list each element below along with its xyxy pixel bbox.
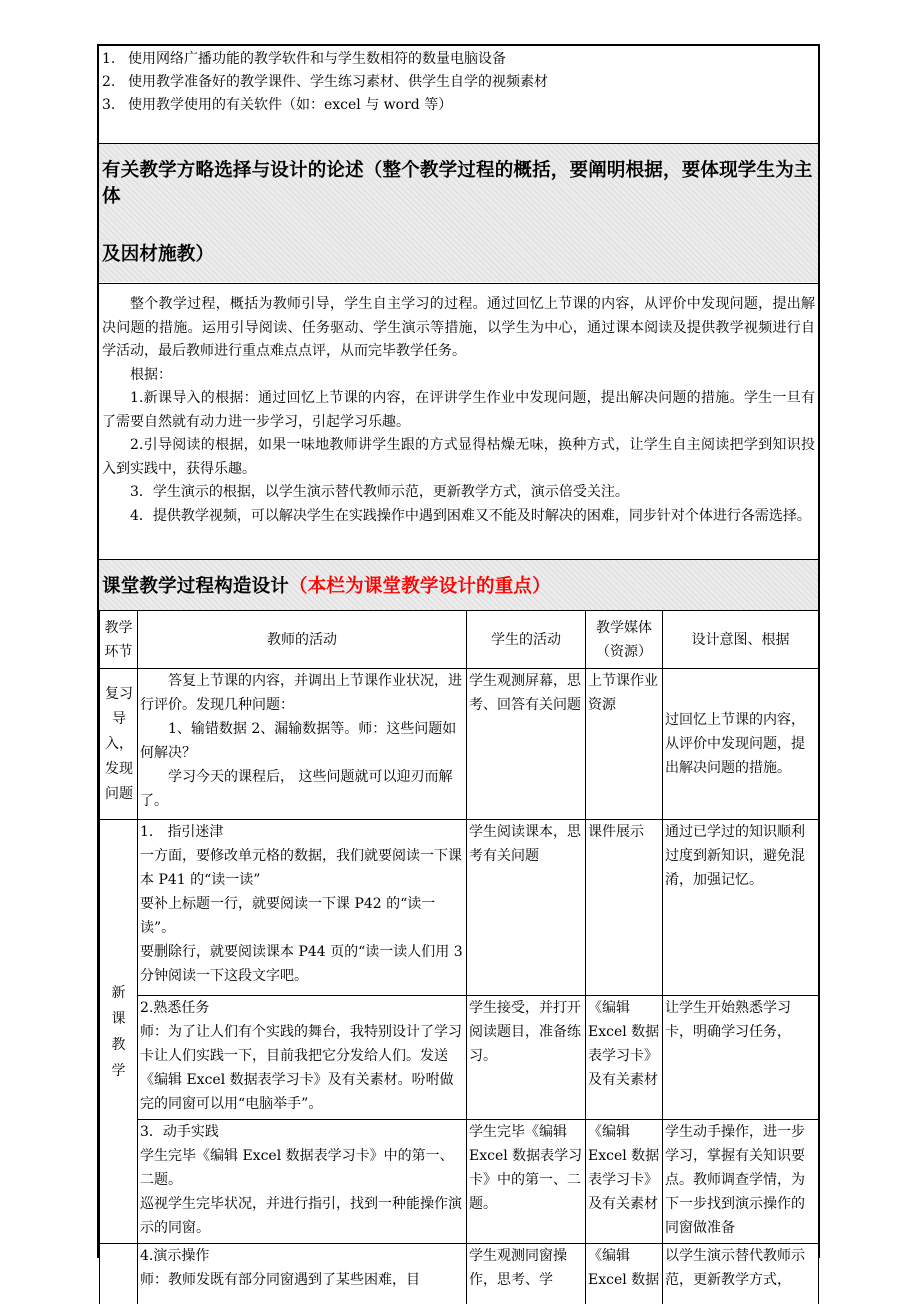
table-row	[100, 1244, 819, 1304]
intent-cell: 让学生开始熟悉学习卡，明确学习任务，	[663, 996, 819, 1120]
teacher-cell: 答复上节课的内容，并调出上节课作业状况，进行评价。发现几种问题： 1、输错数据 2、漏输数据等。师：这些问题如何解决？ 学习今天的课程后， 这些问题就可以迎刃而解了。	[138, 669, 467, 820]
strategy-heading-line2: 及因材施教）	[102, 244, 215, 265]
equipment-section	[99, 48, 818, 134]
intent-cell: 通过已学过的知识顺利过度到新知识，避免混淆，加强记忆。	[663, 820, 819, 996]
process-heading	[99, 560, 818, 610]
process-table	[99, 610, 819, 1304]
strategy-intro: 整个教学过程，概括为教师引导，学生自主学习的过程。通过回忆上节课的内容，从评价中发现问题，提出解决问题的措施。运用引导阅读、任务驱动、学生演示等措施，以学生为中心，通过课本阅读及提供教学视频进行自学活动，最后教师进行重点难点点评，从而完毕教学任务。	[102, 296, 815, 359]
list-item: 3. 使用教学使用的有关软件（如：excel 与 word 等）	[102, 97, 453, 113]
basis-item: 2.引导阅读的根据，如果一味地教师讲学生跟的方式显得枯燥无味，换种方式，让学生自主阅读把学到知识投入到实践中，获得乐趣。	[102, 437, 815, 477]
col-header-stage: 教学环节	[100, 611, 138, 669]
media-cell: 《编辑Excel 数据	[586, 1244, 663, 1304]
col-header-teacher: 教师的活动	[138, 611, 467, 669]
table-header-row	[100, 611, 819, 669]
process-table-wrap	[99, 610, 818, 1288]
col-header-student: 学生的活动	[467, 611, 586, 669]
stage-cell: 新课教学	[100, 820, 138, 1244]
intent-cell: 学生动手操作，进一步学习，掌握有关知识要点。教师调查学情，为下一步找到演示操作的同窗做准备	[663, 1120, 819, 1244]
student-cell: 学生接受，并打开阅读题目，准备练习。	[467, 996, 586, 1120]
teacher-cell: 4.演示操作 师：教师发既有部分同窗遇到了某些困难，目	[138, 1244, 467, 1304]
teacher-cell: 2.熟悉任务 师：为了让人们有个实践的舞台，我特别设计了学习卡让人们实践一下，目前我把它分发给人们。发送《编辑 Excel 数据表学习卡》及有关素材。吩咐做完的同窗可以用“电脑举手”。	[138, 996, 467, 1120]
process-heading-title: 课堂教学过程构造设计	[102, 576, 290, 597]
stage-cell	[100, 1244, 138, 1304]
student-cell: 学生观测同窗操作，思考、学	[467, 1244, 586, 1304]
media-cell: 《编辑Excel 数据表学习卡》及有关素材	[586, 996, 663, 1120]
basis-item: 1.新课导入的根据：通过回忆上节课的内容，在评讲学生作业中发现问题，提出解决问题的措施。学生一旦有了需要自然就有动力进一步学习，引起学习乐趣。	[102, 390, 815, 430]
strategy-heading-line1: 有关教学方略选择与设计的论述（整个教学过程的概括，要阐明根据，要体现学生为主体	[102, 160, 813, 207]
table-row	[100, 820, 819, 996]
media-cell: 课件展示	[586, 820, 663, 996]
list-item: 2. 使用教学准备好的教学课件、学生练习素材、供学生自学的视频素材	[102, 74, 548, 90]
basis-label: 根据：	[130, 366, 172, 383]
col-header-intent: 设计意图、根据	[663, 611, 819, 669]
intent-cell: 过回忆上节课的内容，从评价中发现问题，提出解决问题的措施。	[663, 669, 819, 820]
table-row	[100, 1120, 819, 1244]
strategy-heading	[99, 144, 818, 282]
process-heading-note: （本栏为课堂教学设计的重点）	[289, 576, 551, 597]
teacher-cell: 3．动手实践 学生完毕《编辑 Excel 数据表学习卡》中的第一、二题。 巡视学生完毕状况，并进行指引，找到一种能操作演示的同窗。	[138, 1120, 467, 1244]
strategy-body	[99, 293, 818, 561]
media-cell: 上节课作业资源	[586, 669, 663, 820]
intent-cell: 以学生演示替代教师示范，更新教学方式，	[663, 1244, 819, 1304]
table-row	[100, 669, 819, 820]
list-item: 1. 使用网络广播功能的教学软件和与学生数相符的数量电脑设备	[102, 51, 506, 67]
basis-item: 3．学生演示的根据，以学生演示替代教师示范，更新教学方式，演示倍受关注。	[130, 484, 629, 500]
col-header-media: 教学媒体（资源）	[586, 611, 663, 669]
media-cell: 《编辑Excel 数据表学习卡》及有关素材	[586, 1120, 663, 1244]
stage-cell: 复习导入，发现问题	[100, 669, 138, 820]
lesson-plan-document	[97, 44, 820, 1288]
table-row	[100, 996, 819, 1120]
student-cell: 学生阅读课本，思考有关问题	[467, 820, 586, 996]
teacher-cell: 1． 指引迷津 一方面，要修改单元格的数据，我们就要阅读一下课本 P41 的“读一读” 要补上标题一行，就要阅读一下课 P42 的“读一读”。 要删除行，就要阅读课本 P44 页的“读一读人们用 3 分钟阅读一下这段文字吧。	[138, 820, 467, 996]
student-cell: 学生观测屏幕，思考、回答有关问题	[467, 669, 586, 820]
basis-item: 4．提供教学视频，可以解决学生在实践操作中遇到困难又不能及时解决的困难，同步针对个体进行各需选择。	[130, 507, 811, 524]
student-cell: 学生完毕《编辑Excel 数据表学习卡》中的第一、二题。	[467, 1120, 586, 1244]
